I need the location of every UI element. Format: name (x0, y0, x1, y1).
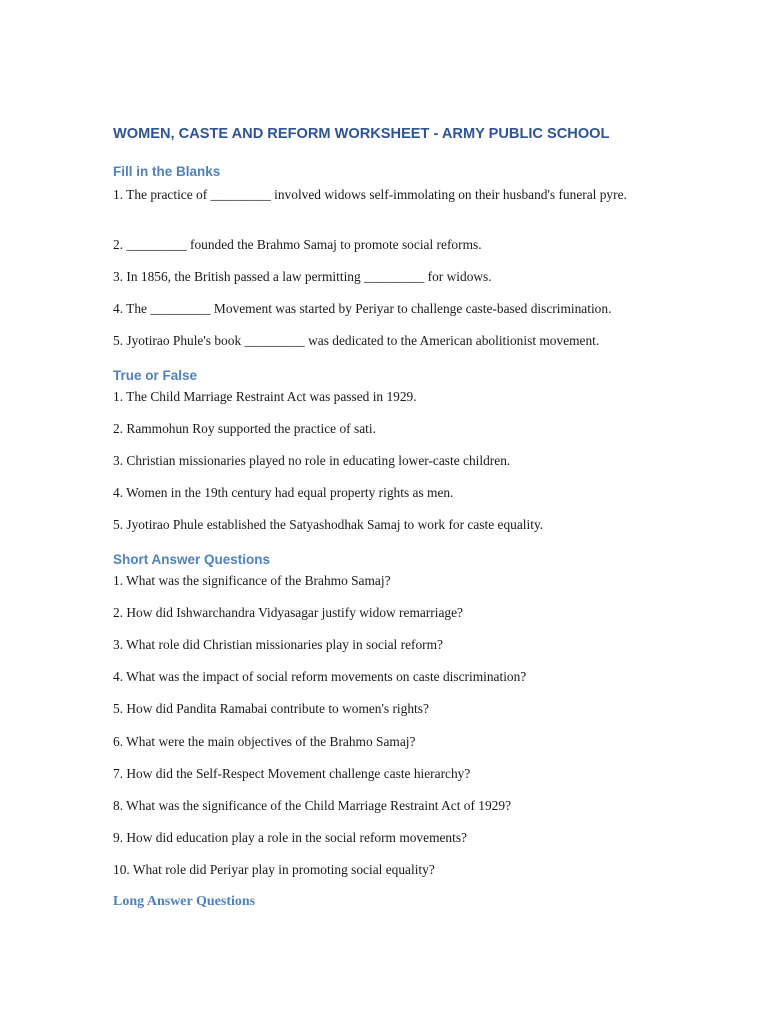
true-false-question-2: 2. Rammohun Roy supported the practice of sati. (113, 421, 376, 436)
short-answer-question-9: 9. How did education play a role in the social reform movements? (113, 830, 468, 845)
short-answer-question-2: 2. How did Ishwarchandra Vidyasagar justify widow remarriage? (113, 605, 463, 620)
section-heading-short-answer: Short Answer Questions (113, 552, 271, 567)
true-false-question-4: 4. Women in the 19th century had equal property rights as men. (113, 485, 454, 500)
short-answer-question-7: 7. How did the Self-Respect Movement challenge caste hierarchy? (113, 766, 471, 781)
short-answer-question-10: 10. What role did Periyar play in promoting social equality? (113, 862, 435, 877)
fill-blank-question-4: 4. The _________ Movement was started by Periyar to challenge caste-based discrimination. (113, 301, 612, 316)
short-answer-question-8: 8. What was the significance of the Child Marriage Restraint Act of 1929? (113, 798, 512, 813)
short-answer-question-1: 1. What was the significance of the Brahmo Samaj? (113, 573, 391, 588)
fill-blank-question-1: 1. The practice of _________ involved widows self-immolating on their husband's funeral pyre. (113, 187, 627, 202)
short-answer-question-4: 4. What was the impact of social reform movements on caste discrimination? (113, 669, 527, 684)
true-false-question-3: 3. Christian missionaries played no role in educating lower-caste children. (113, 453, 511, 468)
fill-blank-question-2: 2. _________ founded the Brahmo Samaj to promote social reforms. (113, 237, 482, 252)
true-false-question-1: 1. The Child Marriage Restraint Act was passed in 1929. (113, 389, 417, 404)
section-heading-fill-in-the-blanks: Fill in the Blanks (113, 164, 221, 179)
fill-blank-question-5: 5. Jyotirao Phule's book _________ was dedicated to the American abolitionist movement. (113, 333, 600, 348)
true-false-question-5: 5. Jyotirao Phule established the Satyashodhak Samaj to work for caste equality. (113, 517, 544, 532)
fill-blank-question-3: 3. In 1856, the British passed a law permitting _________ for widows. (113, 269, 492, 284)
section-heading-long-answer: Long Answer Questions (113, 894, 256, 909)
short-answer-question-3: 3. What role did Christian missionaries play in social reform? (113, 637, 443, 652)
section-heading-true-or-false: True or False (113, 368, 198, 383)
short-answer-question-6: 6. What were the main objectives of the Brahmo Samaj? (113, 734, 416, 749)
short-answer-question-5: 5. How did Pandita Ramabai contribute to women's rights? (113, 701, 429, 716)
worksheet-title: WOMEN, CASTE AND REFORM WORKSHEET - ARMY PUBLIC SCHOOL (113, 126, 610, 142)
